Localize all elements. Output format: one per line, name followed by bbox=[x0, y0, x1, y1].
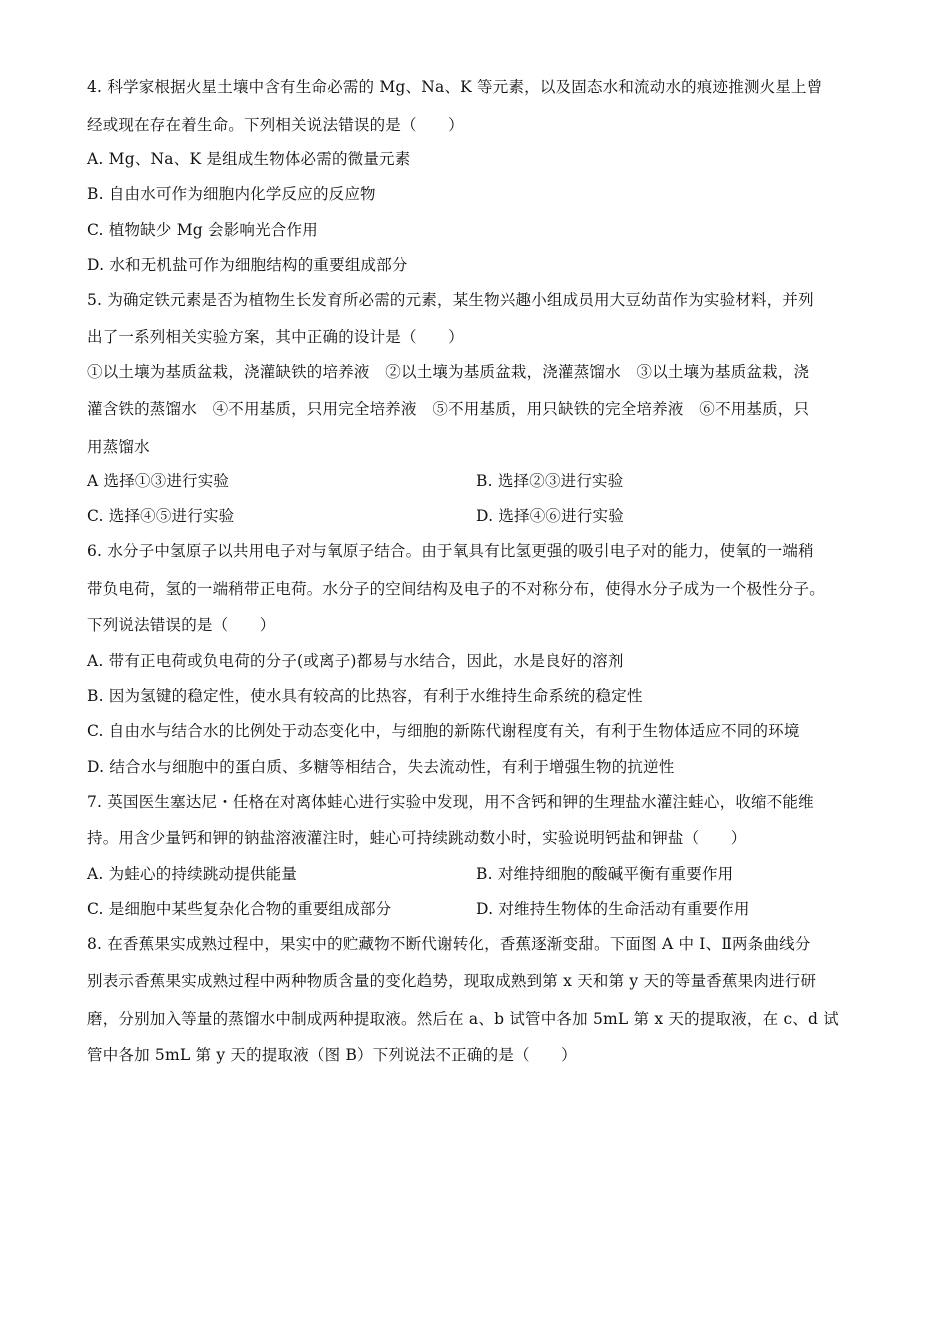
q4-option-c: C. 植物缺少 Mg 会影响光合作用 bbox=[87, 221, 318, 239]
q4-option-b: B. 自由水可作为细胞内化学反应的反应物 bbox=[87, 185, 376, 203]
q6-option-b: B. 因为氢键的稳定性，使水具有较高的比热容，有利于水维持生命系统的稳定性 bbox=[87, 687, 643, 705]
q5-option-c: C. 选择④⑤进行实验 bbox=[87, 507, 235, 525]
q8-stem-line2: 别表示香蕉果实成熟过程中两种物质含量的变化趋势，现取成熟到第 x 天和第 y 天的等量香蕉果肉进行研 bbox=[87, 972, 817, 990]
q7-option-a: A. 为蛙心的持续跳动提供能量 bbox=[87, 865, 298, 883]
q8-stem-line4: 管中各加 5mL 第 y 天的提取液（图 B）下列说法不正确的是（ ） bbox=[87, 1046, 577, 1064]
q5-stem-line5: 用蒸馏水 bbox=[87, 438, 150, 456]
q7-stem-line1: 7. 英国医生塞达尼・任格在对离体蛙心进行实验中发现，用不含钙和钾的生理盐水灌注蛙心，收缩不能维 bbox=[87, 793, 814, 811]
q5-option-b: B. 选择②③进行实验 bbox=[476, 472, 624, 490]
q5-stem-line2: 出了一系列相关实验方案，其中正确的设计是（ ） bbox=[87, 328, 464, 346]
q5-option-d: D. 选择④⑥进行实验 bbox=[476, 507, 624, 525]
q6-stem-line2: 带负电荷，氢的一端稍带正电荷。水分子的空间结构及电子的不对称分布，使得水分子成为一个极性分子。 bbox=[87, 580, 825, 598]
q5-option-a: A 选择①③进行实验 bbox=[87, 472, 230, 490]
q8-stem-line1: 8. 在香蕉果实成熟过程中，果实中的贮藏物不断代谢转化，香蕉逐渐变甜。下面图 A 中 I、Ⅱ两条曲线分 bbox=[87, 935, 811, 953]
q6-option-c: C. 自由水与结合水的比例处于动态变化中，与细胞的新陈代谢程度有关，有利于生物体适应不同的环境 bbox=[87, 722, 800, 740]
q8-stem-line3: 磨，分别加入等量的蒸馏水中制成两种提取液。然后在 a、b 试管中各加 5mL 第 x 天的提取液，在 c、d 试 bbox=[87, 1010, 839, 1028]
q5-stem-line4: 灌含铁的蒸馏水 ④不用基质，只用完全培养液 ⑤不用基质，用只缺铁的完全培养液 ⑥不用基质，只 bbox=[87, 400, 810, 418]
q6-option-d: D. 结合水与细胞中的蛋白质、多糖等相结合，失去流动性，有利于增强生物的抗逆性 bbox=[87, 758, 675, 776]
q7-option-c: C. 是细胞中某些复杂化合物的重要组成部分 bbox=[87, 900, 392, 918]
q7-option-d: D. 对维持生物体的生命活动有重要作用 bbox=[476, 900, 750, 918]
q7-stem-line2: 持。用含少量钙和钾的钠盐溶液灌注时，蛙心可持续跳动数小时，实验说明钙盐和钾盐（ ） bbox=[87, 829, 747, 847]
q4-stem-line2: 经或现在存在着生命。下列相关说法错误的是（ ） bbox=[87, 116, 464, 134]
q4-stem-line1: 4. 科学家根据火星土壤中含有生命必需的 Mg、Na、K 等元素，以及固态水和流动水的痕迹推测火星上曾 bbox=[87, 78, 823, 96]
q4-option-a: A. Mg、Na、K 是组成生物体必需的微量元素 bbox=[87, 150, 411, 168]
q4-option-d: D. 水和无机盐可作为细胞结构的重要组成部分 bbox=[87, 256, 408, 274]
q6-stem-line1: 6. 水分子中氢原子以共用电子对与氧原子结合。由于氧具有比氢更强的吸引电子对的能力，使氧的一端稍 bbox=[87, 542, 814, 560]
q5-stem-line3: ①以土壤为基质盆栽，浇灌缺铁的培养液 ②以土壤为基质盆栽，浇灌蒸馏水 ③以土壤为基质盆栽，浇 bbox=[87, 363, 810, 381]
q7-option-b: B. 对维持细胞的酸碱平衡有重要作用 bbox=[476, 865, 734, 883]
q6-option-a: A. 带有正电荷或负电荷的分子(或离子)都易与水结合，因此，水是良好的溶剂 bbox=[87, 652, 624, 670]
q5-stem-line1: 5. 为确定铁元素是否为植物生长发育所必需的元素，某生物兴趣小组成员用大豆幼苗作为实验材料，并列 bbox=[87, 291, 814, 309]
q6-stem-line3: 下列说法错误的是（ ） bbox=[87, 616, 276, 634]
